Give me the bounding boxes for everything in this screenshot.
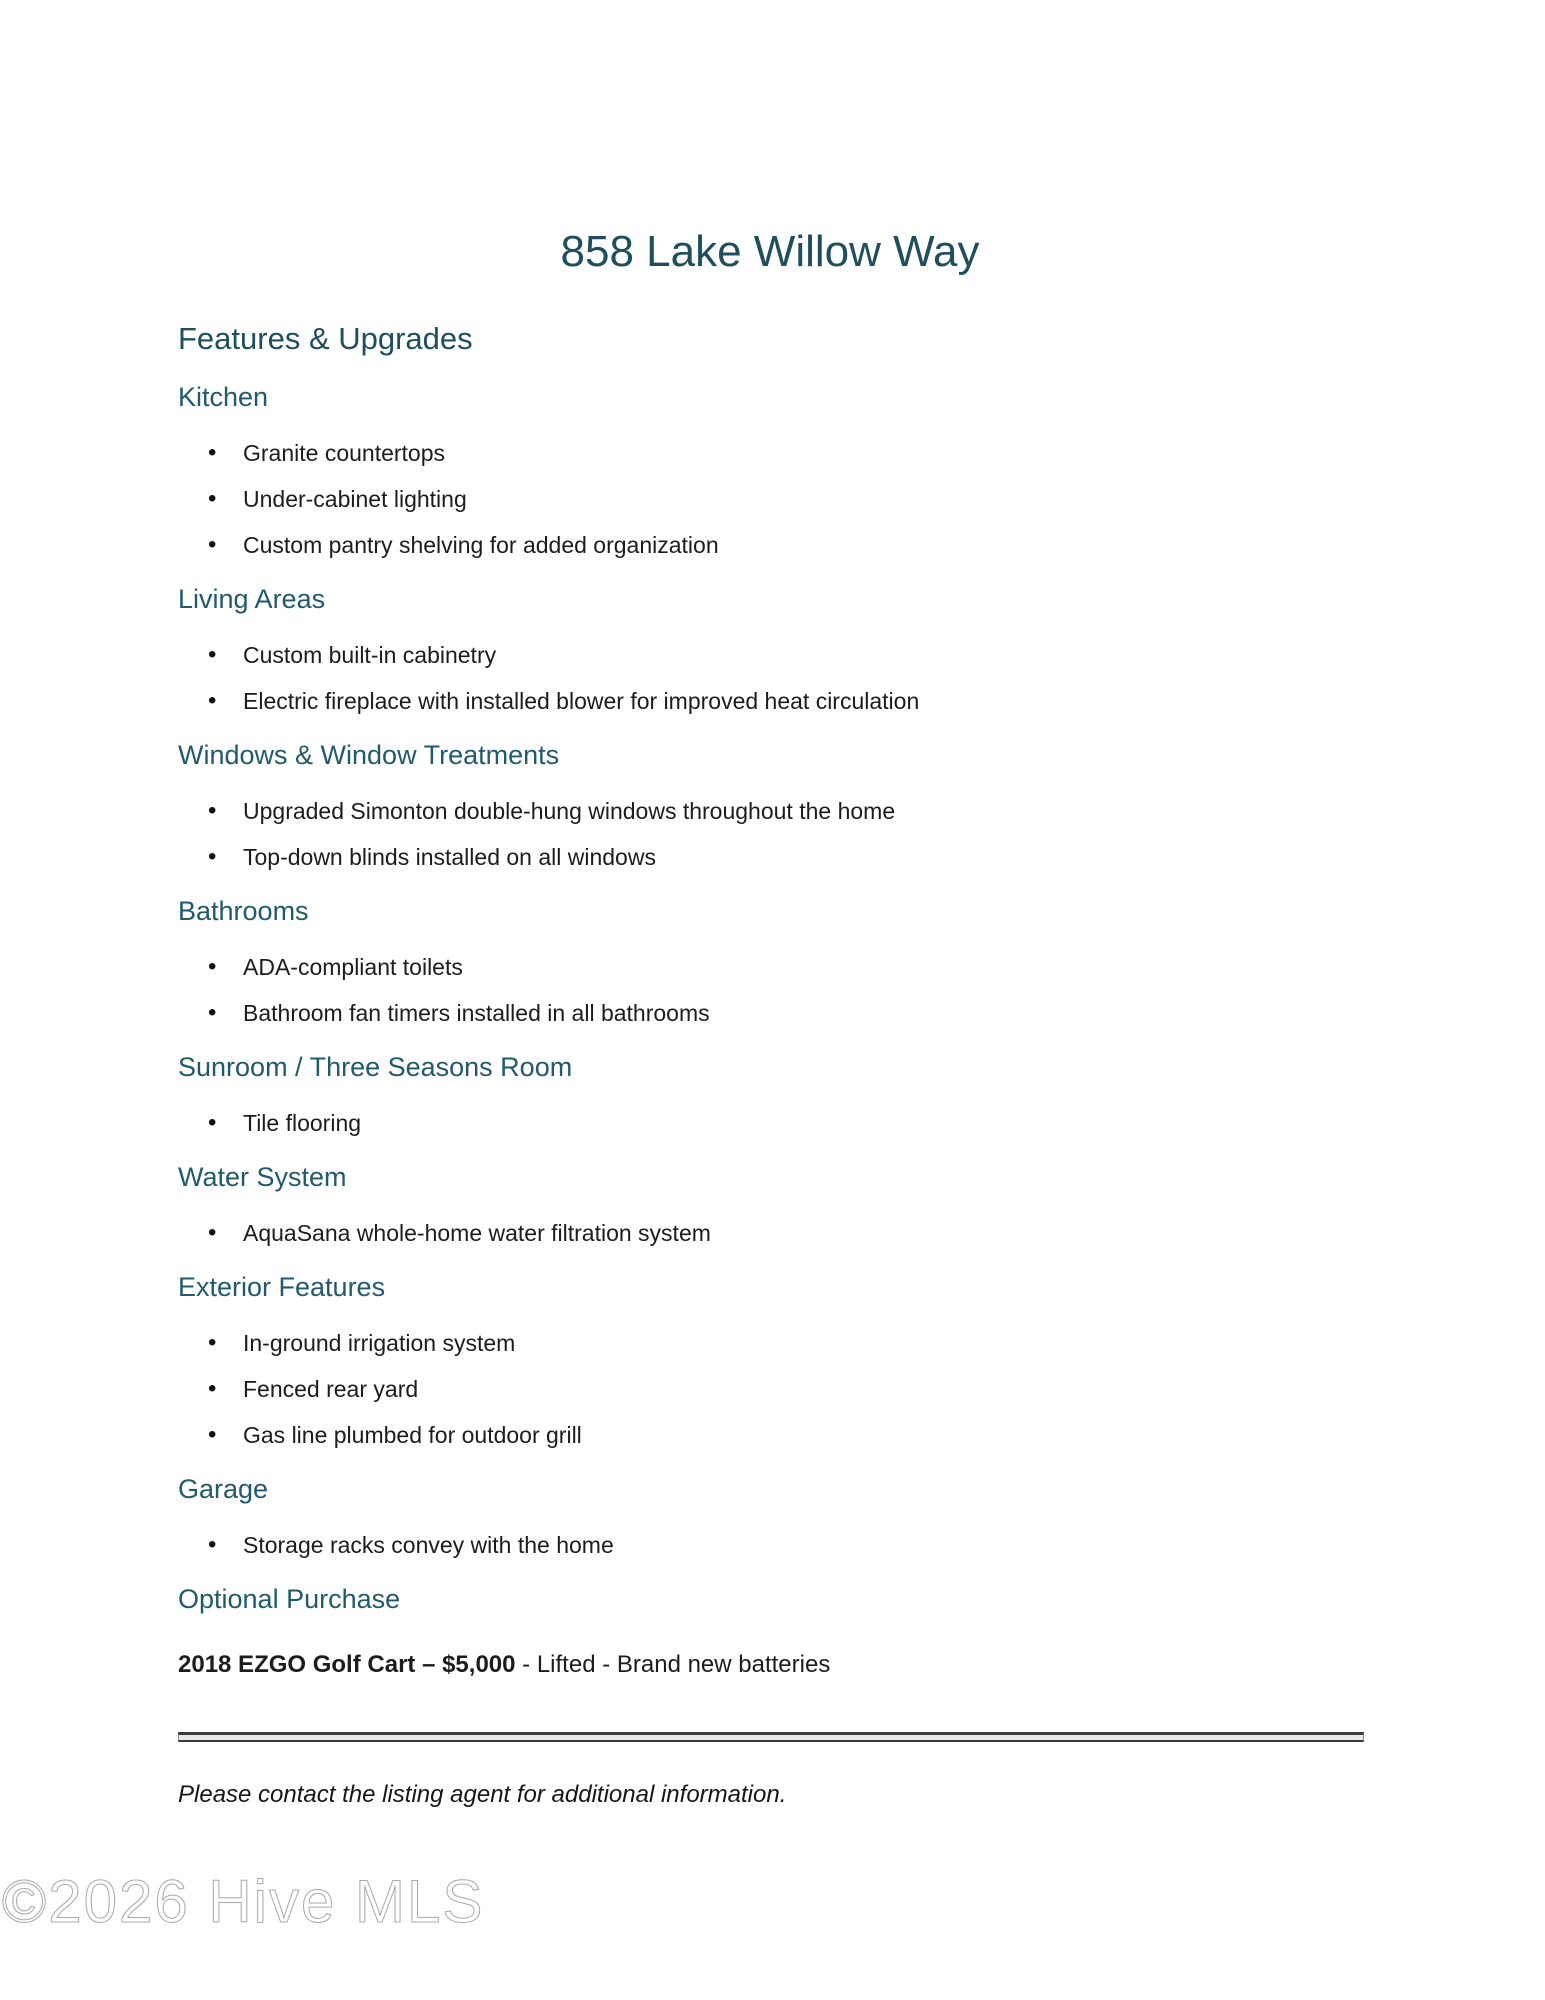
feature-section <box>178 895 1362 1027</box>
section-heading: Sunroom / Three Seasons Room <box>178 1052 573 1082</box>
bullet-item: • Under-cabinet lighting <box>178 485 1362 513</box>
bullet-list <box>178 439 1362 559</box>
bullet-item: • Upgraded Simonton double-hung windows throughout the home <box>178 797 1362 825</box>
feature-section <box>178 1271 1362 1449</box>
feature-section <box>178 739 1362 871</box>
bullet-list <box>178 641 1362 715</box>
bullet-item: • Electric fireplace with installed blower for improved heat circulation <box>178 687 1362 715</box>
section-heading: Water System <box>178 1162 347 1192</box>
bullet-item: • Bathroom fan timers installed in all bathrooms <box>178 999 1362 1027</box>
horizontal-rule <box>178 1732 1364 1742</box>
bullet-item: • Storage racks convey with the home <box>178 1531 1362 1559</box>
bullet-item: • Gas line plumbed for outdoor grill <box>178 1421 1362 1449</box>
bullet-list <box>178 1109 1362 1137</box>
bullet-item: • Custom pantry shelving for added organization <box>178 531 1362 559</box>
footer-note: Please contact the listing agent for additional information. <box>178 1781 787 1808</box>
optional-purchase-line <box>178 1651 1362 1679</box>
bullet-item: • AquaSana whole-home water filtration system <box>178 1219 1362 1247</box>
page-title: 858 Lake Willow Way <box>560 227 980 276</box>
bullet-item: • Granite countertops <box>178 439 1362 467</box>
features-upgrades-heading: Features & Upgrades <box>178 321 473 356</box>
section-heading: Optional Purchase <box>178 1584 401 1614</box>
section-heading: Exterior Features <box>178 1272 386 1302</box>
sections-container <box>178 381 1362 1615</box>
feature-section <box>178 1051 1362 1137</box>
bullet-list <box>178 1531 1362 1559</box>
golf-cart-detail-text: - Lifted - Brand new batteries <box>515 1651 831 1678</box>
bullet-item: • Custom built-in cabinetry <box>178 641 1362 669</box>
bullet-list <box>178 797 1362 871</box>
golf-cart-price-text: 2018 EZGO Golf Cart – $5,000 <box>178 1651 516 1678</box>
bullet-item: • In-ground irrigation system <box>178 1329 1362 1357</box>
bullet-list <box>178 1219 1362 1247</box>
section-heading: Kitchen <box>178 382 269 412</box>
section-heading: Living Areas <box>178 584 326 614</box>
feature-section <box>178 381 1362 559</box>
bullet-item: • Top-down blinds installed on all windows <box>178 843 1362 871</box>
bullet-item: • Tile flooring <box>178 1109 1362 1137</box>
section-heading: Windows & Window Treatments <box>178 740 560 770</box>
bullet-list <box>178 1329 1362 1449</box>
feature-section <box>178 583 1362 715</box>
watermark: ©2026 Hive MLS <box>2 1868 485 1935</box>
feature-section <box>178 1473 1362 1559</box>
bullet-item: • Fenced rear yard <box>178 1375 1362 1403</box>
section-heading: Garage <box>178 1474 269 1504</box>
bullet-list <box>178 953 1362 1027</box>
bullet-item: • ADA-compliant toilets <box>178 953 1362 981</box>
feature-section <box>178 1161 1362 1247</box>
section-heading: Bathrooms <box>178 896 309 926</box>
feature-section <box>178 1583 1362 1615</box>
